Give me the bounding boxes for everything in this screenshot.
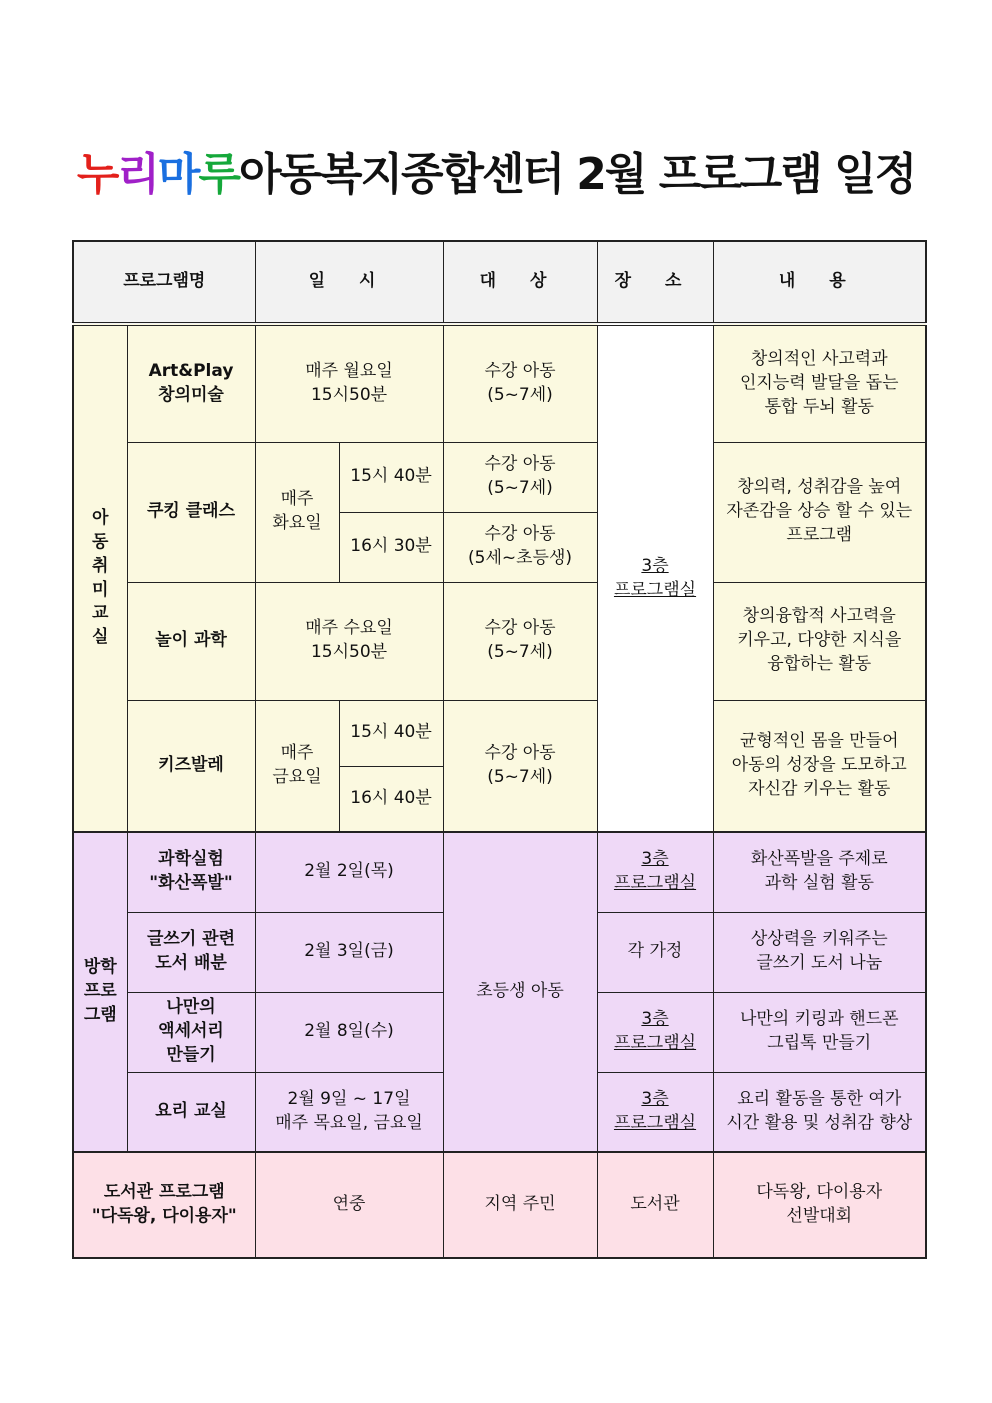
title-text: 아동복지종합센터 2월 프로그램 일정 — [238, 149, 916, 200]
program-target: 초등생 아동 — [443, 832, 597, 1152]
program-content: 상상력을 키워주는 글쓰기 도서 나눔 — [713, 912, 926, 992]
page-title — [0, 138, 992, 202]
program-name: 요리 교실 — [127, 1072, 255, 1152]
program-time: 매주 월요일 15시50분 — [255, 324, 443, 442]
section-label-vacation: 방학 프로 그램 — [73, 832, 127, 1152]
place-text: 3층 프로그램실 — [613, 1009, 697, 1053]
table-row — [73, 832, 926, 912]
table-row — [73, 1152, 926, 1258]
program-time: 2월 3일(금) — [255, 912, 443, 992]
program-day: 매주 화요일 — [255, 442, 339, 582]
program-content: 요리 활동을 통한 여가 시간 활용 및 성취감 향상 — [713, 1072, 926, 1152]
program-target: 수강 아동 (5세~초등생) — [443, 512, 597, 582]
header-target: 대 상 — [443, 241, 597, 324]
title-brand-char-3: 마 — [157, 149, 199, 200]
program-place: 도서관 — [597, 1152, 713, 1258]
program-place — [597, 1072, 713, 1152]
place-text: 3층 프로그램실 — [613, 1088, 697, 1133]
program-target: 수강 아동 (5~7세) — [443, 582, 597, 700]
program-name: 쿠킹 클래스 — [127, 442, 255, 582]
header-program: 프로그램명 — [73, 241, 255, 324]
program-content: 화산폭발을 주제로 과학 실험 활동 — [713, 832, 926, 912]
program-time: 15시 40분 — [339, 700, 443, 766]
program-time: 16시 40분 — [339, 766, 443, 832]
program-time: 매주 수요일 15시50분 — [255, 582, 443, 700]
title-brand-char-4: 루 — [198, 149, 239, 200]
table-row — [73, 324, 926, 442]
program-target: 수강 아동 (5~7세) — [443, 442, 597, 512]
place-text: 3층 프로그램실 — [613, 849, 697, 894]
title-brand-char-2: 리 — [117, 149, 158, 200]
table-row — [73, 700, 926, 766]
program-name: 키즈발레 — [127, 700, 255, 832]
table-row — [73, 582, 926, 700]
program-place: 각 가정 — [597, 912, 713, 992]
program-time: 15시 40분 — [339, 442, 443, 512]
schedule-table — [72, 240, 927, 1259]
program-time: 2월 2일(목) — [255, 832, 443, 912]
program-content: 창의력, 성취감을 높여 자존감을 상승 할 수 있는 프로그램 — [713, 442, 926, 582]
program-place — [597, 992, 713, 1072]
program-name: 글쓰기 관련 도서 배분 — [127, 912, 255, 992]
program-name: 놀이 과학 — [127, 582, 255, 700]
program-target: 수강 아동 (5~7세) — [443, 324, 597, 442]
place-text: 3층 프로그램실 — [613, 555, 697, 600]
program-place — [597, 832, 713, 912]
program-name: 과학실험 "화산폭발" — [127, 832, 255, 912]
program-time: 16시 30분 — [339, 512, 443, 582]
header-row — [73, 241, 926, 324]
program-name: Art&Play 창의미술 — [127, 324, 255, 442]
program-content: 다독왕, 다이용자 선발대회 — [713, 1152, 926, 1258]
program-time: 2월 8일(수) — [255, 992, 443, 1072]
program-time: 2월 9일 ~ 17일 매주 목요일, 금요일 — [255, 1072, 443, 1152]
program-content: 균형적인 몸을 만들어 아동의 성장을 도모하고 자신감 키우는 활동 — [713, 700, 926, 832]
program-content: 나만의 키링과 핸드폰 그립톡 만들기 — [713, 992, 926, 1072]
program-name: 나만의 액세서리 만들기 — [127, 992, 255, 1072]
program-content: 창의융합적 사고력을 키우고, 다양한 지식을 융합하는 활동 — [713, 582, 926, 700]
program-target: 수강 아동 (5~7세) — [443, 700, 597, 832]
program-name: 도서관 프로그램 "다독왕, 다이용자" — [73, 1152, 255, 1258]
program-time: 연중 — [255, 1152, 443, 1258]
header-place: 장 소 — [597, 241, 713, 324]
header-content: 내 용 — [713, 241, 926, 324]
program-day: 매주 금요일 — [255, 700, 339, 832]
section-label-hobby: 아 동 취 미 교 실 — [73, 324, 127, 832]
program-content: 창의적인 사고력과 인지능력 발달을 돕는 통합 두뇌 활동 — [713, 324, 926, 442]
table-row — [73, 442, 926, 512]
title-brand-char-1: 누 — [76, 149, 118, 200]
program-target: 지역 주민 — [443, 1152, 597, 1258]
header-datetime: 일 시 — [255, 241, 443, 324]
program-place — [597, 324, 713, 832]
